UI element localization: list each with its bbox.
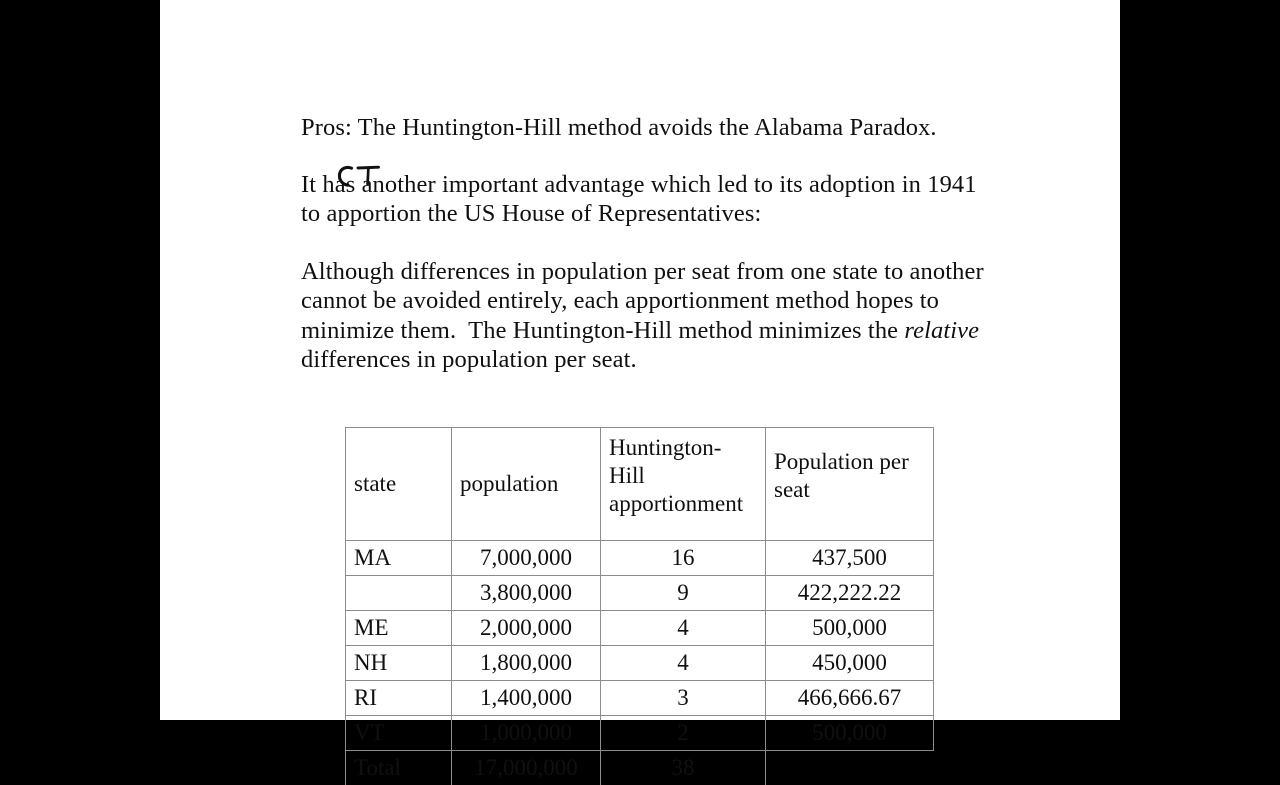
cell-apportionment: 9	[601, 576, 766, 611]
paragraph-pros: Pros: The Huntington-Hill method avoids the Alabama Paradox.	[301, 113, 937, 142]
table-row	[346, 576, 934, 611]
letterbox-bar-left	[0, 0, 160, 720]
column-header-state: state	[346, 428, 452, 541]
cell-state: NH	[346, 646, 452, 681]
cell-apportionment: 38	[601, 751, 766, 785]
cell-population-per-seat: 500,000	[766, 716, 934, 751]
table-row	[346, 611, 934, 646]
cell-apportionment: 2	[601, 716, 766, 751]
table-header-row	[346, 428, 934, 541]
cell-population-per-seat: 450,000	[766, 646, 934, 681]
cell-population: 1,800,000	[452, 646, 601, 681]
table-row	[346, 541, 934, 576]
paragraph-minimize-emphasis: relative	[904, 317, 979, 344]
cell-state: RI	[346, 681, 452, 716]
cell-population: 1,400,000	[452, 681, 601, 716]
paragraph-minimize-part2: differences in population per seat.	[301, 317, 985, 373]
cell-population-per-seat: 422,222.22	[766, 576, 934, 611]
paragraph-advantage: It has another important advantage which led to its adoption in 1941 to apportion the US House of Representatives:	[301, 170, 981, 229]
cell-population: 1,000,000	[452, 716, 601, 751]
cell-state: MA	[346, 541, 452, 576]
cell-state: ME	[346, 611, 452, 646]
cell-population-per-seat	[766, 751, 934, 785]
cell-apportionment: 4	[601, 646, 766, 681]
cell-population-per-seat: 500,000	[766, 611, 934, 646]
cell-apportionment: 4	[601, 611, 766, 646]
cell-population-per-seat: 466,666.67	[766, 681, 934, 716]
cell-apportionment: 3	[601, 681, 766, 716]
cell-state	[346, 576, 452, 611]
column-header-apportionment: Huntington-Hill apportionment	[601, 428, 766, 541]
cell-population: 3,800,000	[452, 576, 601, 611]
apportionment-table	[345, 427, 934, 785]
slide-page	[160, 0, 1120, 720]
table-row	[346, 716, 934, 751]
cell-population: 2,000,000	[452, 611, 601, 646]
table-row	[346, 681, 934, 716]
column-header-population-per-seat: Population per seat	[766, 428, 934, 541]
paragraph-minimize	[301, 257, 991, 375]
cell-population: 7,000,000	[452, 541, 601, 576]
letterbox-bar-right	[1120, 0, 1280, 720]
table-header	[346, 428, 934, 541]
table-row-total	[346, 751, 934, 785]
table-body	[346, 541, 934, 785]
paragraph-minimize-part1: Although differences in population per seat from one state to another cannot be avoided entirely, each apportionment method hopes to minimize them. The Huntington-Hill method minimizes the	[301, 258, 990, 344]
cell-state: Total	[346, 751, 452, 785]
table-row	[346, 646, 934, 681]
cell-population: 17,000,000	[452, 751, 601, 785]
cell-apportionment: 16	[601, 541, 766, 576]
cell-population-per-seat: 437,500	[766, 541, 934, 576]
column-header-population: population	[452, 428, 601, 541]
cell-state: VT	[346, 716, 452, 751]
